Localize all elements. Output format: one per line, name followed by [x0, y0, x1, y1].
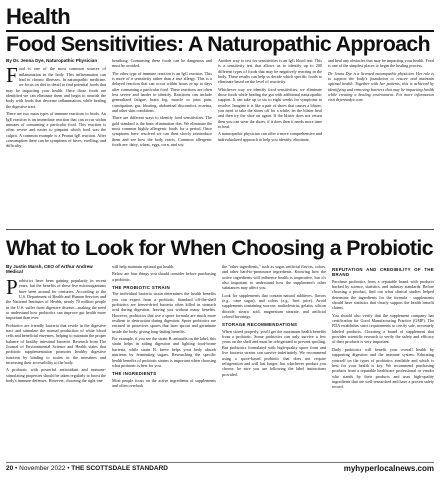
article1-column-4 — [328, 58, 434, 226]
article-divider — [6, 229, 434, 230]
website-link[interactable]: myhyperlocalnews.com — [343, 464, 434, 473]
article2-column-1 — [6, 264, 106, 460]
article2-paragraph: You should also verify that the supplement company has certification for Good Manufacturing Practice (GMP). The FDA establishes strict requirements to certify safe, accurately labeled products. Choosing a brand of supplement that provides scientific research to verify the safety and efficacy of their products is very important. — [332, 312, 434, 345]
article2-dropcap: P — [6, 274, 18, 299]
article1-column-2 — [112, 58, 212, 226]
article2-paragraph: robiotics have been gaining popularity in recent years, but the benefits of these live microorganisms have been around for centuries. According to the U.S. Department of Health and Human Services and the National Institutes of Health, nearly 70 million people in the U.S. suffer from digestive disease—making the need to understand how probiotics can improve gut health more important than ever. — [6, 277, 106, 321]
article2-paragraph: the "other ingredients," such as sugar, artificial flavors, colors, and other hard-to-pronounce ingredients. Knowing how the active ingredients will influence health is imperative, but it's also important to understand how the supplement's other substances may affect you. — [222, 264, 326, 291]
subhead-ingredients: THE INGREDIENTS — [112, 371, 157, 377]
article2-byline: By Justin Marsh, CEO of Arthur Andrew Medical — [6, 264, 93, 275]
article1-dropcap: F — [6, 63, 18, 88]
article1-paragraph: A naturopathic physician can offer a more comprehensive and individualized approach to help you identify, eliminate, — [218, 131, 322, 142]
footer-rule — [6, 462, 434, 463]
page-number: 20 — [6, 465, 14, 472]
article2-headline: What to Look for When Choosing a Probiotic — [6, 236, 433, 260]
article2-paragraph: A probiotic with powerful antioxidant and immune-stimulating properties should be taken regularly to boost the body's immune defenses. However, choosing the right one — [6, 367, 106, 383]
article2-paragraph: Most people focus on the active ingredients of supplements and often overlook — [112, 377, 216, 388]
issue-date: November 2022 — [19, 465, 66, 472]
article1-column-1 — [6, 58, 106, 226]
footer-separator: • — [15, 465, 20, 472]
article1-paragraph: Another way to test for sensitivities is an IgG blood test. This is a sensitivity test that allows us to identify up to 200 different types of foods that may be negatively reacting in the body. These results can help us decide which specific foods to eliminate based on the level of reactivity. — [218, 58, 322, 85]
section-title: Health — [6, 4, 71, 29]
footer-separator: • — [67, 465, 72, 472]
article2-paragraph: Probiotics are friendly bacteria that reside in the digestive tract and stimulate the normal production of white blood cells and beneficial enzymes, helping to maintain the proper balance of healthy intestinal bacteria. Research from The Journal of Environmental Science and Health states that probiotic supplementation promotes healthy digestive function by binding to toxins in the intestines and increasing their accessibility to the body. — [6, 322, 106, 365]
article2-column-3 — [222, 264, 326, 460]
article2-column-4 — [332, 264, 434, 460]
page-footer — [6, 465, 168, 472]
subhead-storage: STORAGE RECOMMENDATIONS — [222, 322, 298, 328]
article2-column-2 — [112, 264, 216, 460]
article2-paragraph: For example, if you see the strain B. animalis on the label, this strain helps in aiding digestion and fighting food-borne bacteria, while strain B. breve helps your body absorb nutrients by fermenting sugars. Researching the specific health benefits of probiotic strains is important when choosing what probiotic is best for you. — [112, 336, 216, 368]
article1-paragraph: There are two main types of immune reactions to foods. An IgE reaction is an immediate reaction that can occur within minutes of consuming a particular food. This reaction is often severe and easier to pinpoint which food was the culprit. A common example is a Peanut IgE reaction. After consumption there can be symptoms of hives, swelling, and difficulty — [6, 111, 106, 149]
article1-column-3 — [218, 58, 322, 226]
article2-paragraph: The individual bacteria strain determines the health benefits you can expect from a probiotic. Standard off-the-shelf probiotics are freeze-dried bacteria often killed in stomach acid during digestion, leaving you without many benefits. However, probiotics that use a spore formula are much more resilient to destruction during digestion. Spore probiotics are encased in protective spores that later sprout and germinate inside the body, giving long-lasting benefits. — [112, 291, 216, 334]
article1-byline: By Dr. Jenna Dye, Naturopathic Physician — [6, 58, 98, 63]
article2-paragraph: Purchase probiotics from a reputable brand with products backed by science, statistics, and industry standards. Before choosing a product, find out what clinical studies helped determine the ingredients for the formula - supplements should have statistics that clearly support the health benefit claims. — [332, 278, 434, 311]
article1-paragraph: and heal any obstacles that may be impacting your health. Food is one of the simplest places to begin the healing process. — [328, 58, 434, 69]
article1-paragraph: ood is one of the most common sources of inflammation in the body. This inflammation can lead to chronic illnesses. In naturopathic medicine, we focus on diet in detail to find potential foods that may be impacting your health. Once those foods are identified we can eliminate them and begin to nourish the body with foods that decrease inflammation, while healing the digestive tract. — [6, 66, 106, 109]
subhead-probiotic-strain: THE PROBIOTIC STRAIN — [112, 285, 170, 291]
publication-name: THE SCOTTSDALE STANDARD — [71, 465, 168, 472]
article1-headline: Food Sensitivities: A Naturopathic Approach — [6, 32, 431, 56]
article2-paragraph: Below are four things you should consider before purchasing a probiotic. — [112, 271, 216, 282]
author-bio: Dr. Jenna Dye is a licensed naturopathic physician. Her role is to support the body's foundation to restore and maintain optimal health. Together with her patients, this is achieved by identifying and removing barriers that may be impacting health while creating a healing environment. For more information visit drjennadye.com. — [328, 70, 434, 103]
article2-paragraph: will help maintain optimal gut health. — [112, 264, 175, 269]
subhead-reputation: REPUTATION AND CREDIBILITY OF THE BRAND — [332, 267, 434, 278]
article1-paragraph: There are different ways to identify food sensitivities. The gold standard is the basic elimination diet. We eliminate the most common highly allergenic foods for a period. Once symptoms have resolved we can then slowly reintroduce them and see how the body reacts. Common allergenic foods are: dairy, wheat, eggs, corn, and soy. — [112, 115, 212, 148]
article1-paragraph: The other type of immune reaction is an IgG reaction. This is more of a sensitivity rather than a true allergy. This is a delayed reaction that can occur within hours or up to days after consuming a particular food. These reactions are often less severe and harder to identify. Reactions can include generalized fatigue, brain fog, muscle or joint pain, constipation, gas, bloating, abdominal discomfort, eczema, and other skin conditions. — [112, 70, 212, 114]
article2-paragraph: Look for supplements that contain natural additives, flavors (e.g., cane sugar), and colors (e.g., beet juice). Avoid supplements containing sucrose, maltodextrin, gelatin, silicon dioxide, stearic acid, magnesium stearate, and artificial colors/flavorings. — [222, 292, 326, 320]
article2-paragraph: Daily probiotics will benefit your overall health by supporting digestion and the immune system. Educating yourself on the types of probiotics available and which is best for your health is key. We recommend purchasing products from a reputable healthcare professional or vendor who stands by their products and uses high-quality ingredients that are well-researched and have a proven safety record. — [332, 346, 434, 390]
article2-paragraph: When stored properly, you'll get the maximum health benefits from a probiotic. Some probiotics can only survive a few years on the shelf and must be refrigerated to prevent spoiling. But probiotics formulated with high-quality spore form and live bacteria strains can survive indefinitely. We recommend using a spore-based probiotic that does not require refrigeration and will last longer, but whichever product you choose, be sure you are following the label instructions provided. — [222, 328, 326, 377]
article1-paragraph: breathing. Consuming these foods can be dangerous and must be avoided. — [112, 58, 212, 69]
article1-paragraph: Whichever way we identify food sensitivities, we eliminate those foods while healing the gut with additional naturopathic support. It can take up to six to eight weeks for symptoms to resolve. Imagine it is like a pair of shoes that causes a blister; you need to take the shoes off for a while, let the blister heal and then try the shoe on again. If the blister does not return then you can wear the shoes, if it does then it needs more time to heal. — [218, 86, 322, 130]
